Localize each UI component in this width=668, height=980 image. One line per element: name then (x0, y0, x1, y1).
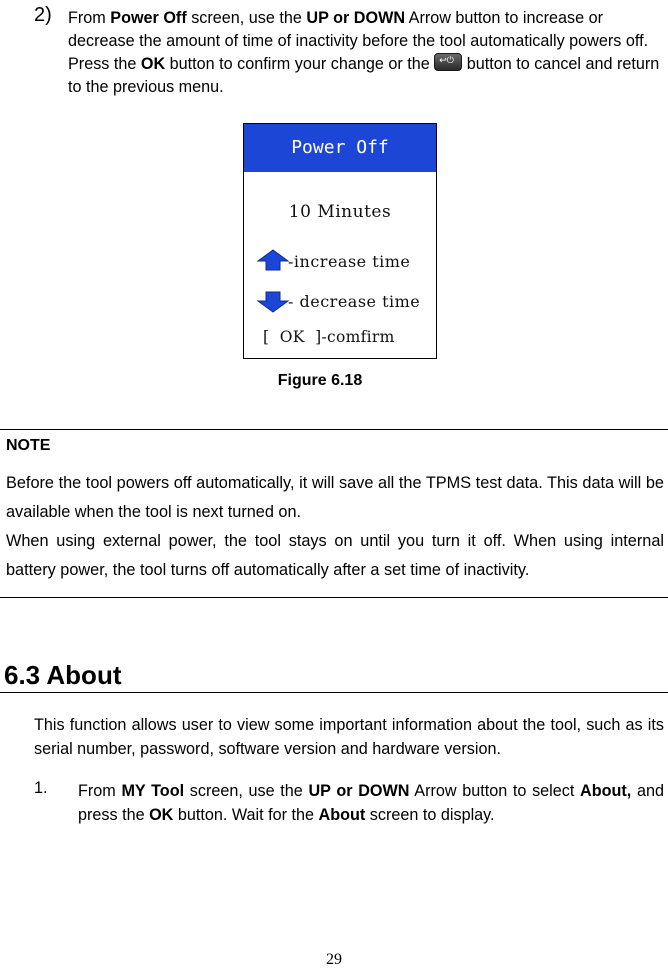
note-paragraph-2: When using external power, the tool stays on until you turn it off. When using internal battery power, the tool turns off automatically after a set time of inactivity. (6, 532, 664, 579)
ok-label: OK (140, 55, 166, 73)
note-body (6, 469, 664, 585)
decrease-time-label: - decrease time (288, 292, 421, 311)
up-arrow-icon (256, 248, 290, 272)
step-2-text: From Power Off screen, use the UP or DOWN Arrow button to increase or decrease the amount of time of inactivity before the tool automatically powers off. Press the OK button to confirm your change or the ↩⏻ button to cancel and return to the previous menu. (68, 9, 660, 96)
back-button-icon: ↩⏻ (434, 53, 462, 71)
page-number: 29 (326, 951, 342, 968)
minutes-value: 10 Minutes (288, 202, 392, 222)
section-intro: This function allows user to view some important information about the tool, such as its serial number, password, software version and hardware version. (34, 716, 664, 758)
up-down-label: UP or DOWN (306, 9, 406, 27)
screen-header: Power Off (244, 124, 436, 172)
note-paragraph-1: Before the tool powers off automatically, it will save all the TPMS test data. This data will be available when the tool is next turned on. (6, 474, 664, 521)
increase-time-label: -increase time (288, 252, 411, 271)
confirm-label: [ OK ]-comfirm (263, 328, 395, 346)
step-number: 2) (34, 4, 52, 26)
note-bottom-rule (0, 597, 668, 598)
power-off-label: Power Off (110, 9, 187, 27)
note-top-rule (0, 429, 668, 430)
section-heading: 6.3 About (4, 660, 122, 690)
down-arrow-icon (256, 290, 290, 314)
figure-caption: Figure 6.18 (277, 372, 363, 389)
list-item-text: From MY Tool screen, use the UP or DOWN Arrow button to select About, and press the OK button. Wait for the About screen to display. (78, 782, 664, 824)
section-heading-rule (0, 692, 668, 693)
note-title: NOTE (6, 437, 51, 454)
power-off-screen-figure (243, 123, 437, 359)
list-item-number: 1. (34, 779, 48, 797)
